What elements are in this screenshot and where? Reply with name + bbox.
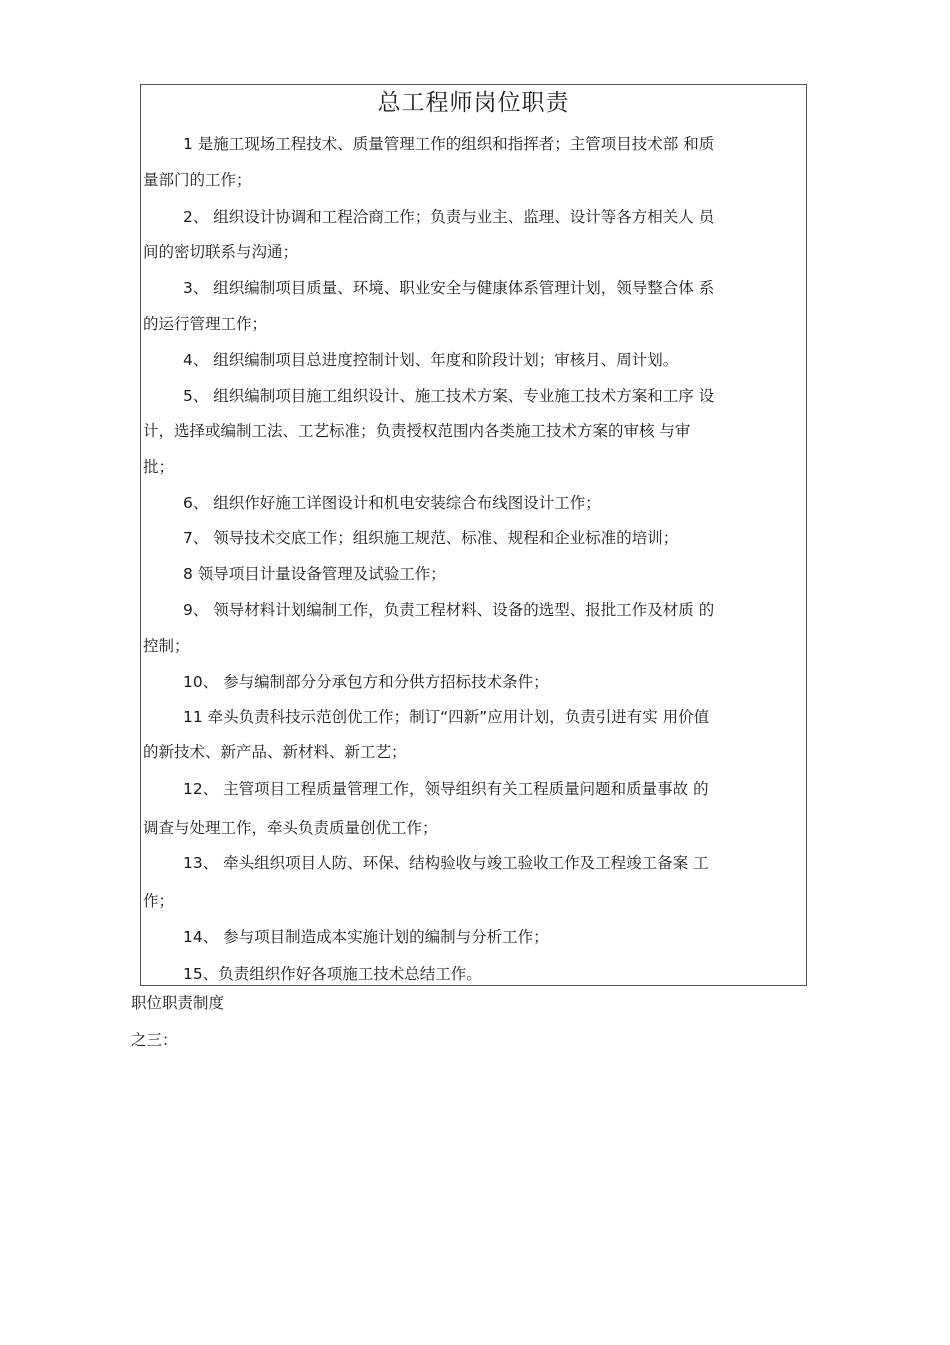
duty-item-continuation: 的新技术、新产品、新材料、新工艺； — [143, 743, 407, 761]
duty-item-continuation: 调查与处理工作，牵头负责质量创优工作； — [143, 819, 438, 837]
duty-item: 12、 主管项目工程质量管理工作，领导组织有关工程质量问题和质量事故 的 — [183, 780, 709, 798]
duty-item: 6、 组织作好施工详图设计和机电安装综合布线图设计工作； — [183, 494, 601, 512]
duty-item-continuation: 作； — [143, 892, 175, 910]
duties-box — [140, 84, 807, 986]
duty-item: 2、 组织设计协调和工程洽商工作；负责与业主、监理、设计等各方相关人 员 — [183, 208, 715, 226]
duty-item-continuation: 的运行管理工作； — [143, 315, 268, 333]
duty-item-continuation: 量部门的工作； — [143, 171, 252, 189]
duty-item: 14、 参与项目制造成本实施计划的编制与分析工作； — [183, 928, 549, 946]
duty-item: 7、 领导技术交底工作；组织施工规范、标准、规程和企业标准的培训； — [183, 529, 679, 547]
footer-line-1: 职位职责制度 — [131, 994, 225, 1012]
duty-item-continuation: 控制； — [143, 637, 190, 655]
duty-item-continuation: 计，选择或编制工法、工艺标准；负责授权范围内各类施工技术方案的审核 与审 — [143, 422, 691, 440]
footer-line-2: 之三： — [131, 1031, 178, 1049]
duty-item: 3、 组织编制项目质量、环境、职业安全与健康体系管理计划，领导整合体 系 — [183, 279, 715, 297]
duty-item: 8 领导项目计量设备管理及试验工作； — [183, 565, 446, 583]
duty-item: 1 是施工现场工程技术、质量管理工作的组织和指挥者；主管项目技术部 和质 — [183, 135, 715, 153]
duty-item-continuation: 批； — [143, 458, 175, 476]
duty-item: 9、 领导材料计划编制工作，负责工程材料、设备的选型、报批工作及材质 的 — [183, 601, 715, 619]
duty-item: 11 牵头负责科技示范创优工作；制订“四新”应用计划，负责引进有实 用价值 — [183, 708, 710, 726]
duty-item: 10、 参与编制部分分承包方和分供方招标技术条件； — [183, 673, 549, 691]
duty-item-continuation: 间的密切联系与沟通； — [143, 243, 299, 261]
duty-item: 5、 组织编制项目施工组织设计、施工技术方案、专业施工技术方案和工序 设 — [183, 387, 715, 405]
duty-item: 13、 牵头组织项目人防、环保、结构验收与竣工验收工作及工程竣工备案 工 — [183, 854, 709, 872]
document-title: 总工程师岗位职责 — [377, 90, 570, 116]
duty-item: 4、 组织编制项目总进度控制计划、年度和阶段计划；审核月、周计划。 — [183, 351, 679, 369]
duty-item: 15、负责组织作好各项施工技术总结工作。 — [183, 965, 482, 983]
